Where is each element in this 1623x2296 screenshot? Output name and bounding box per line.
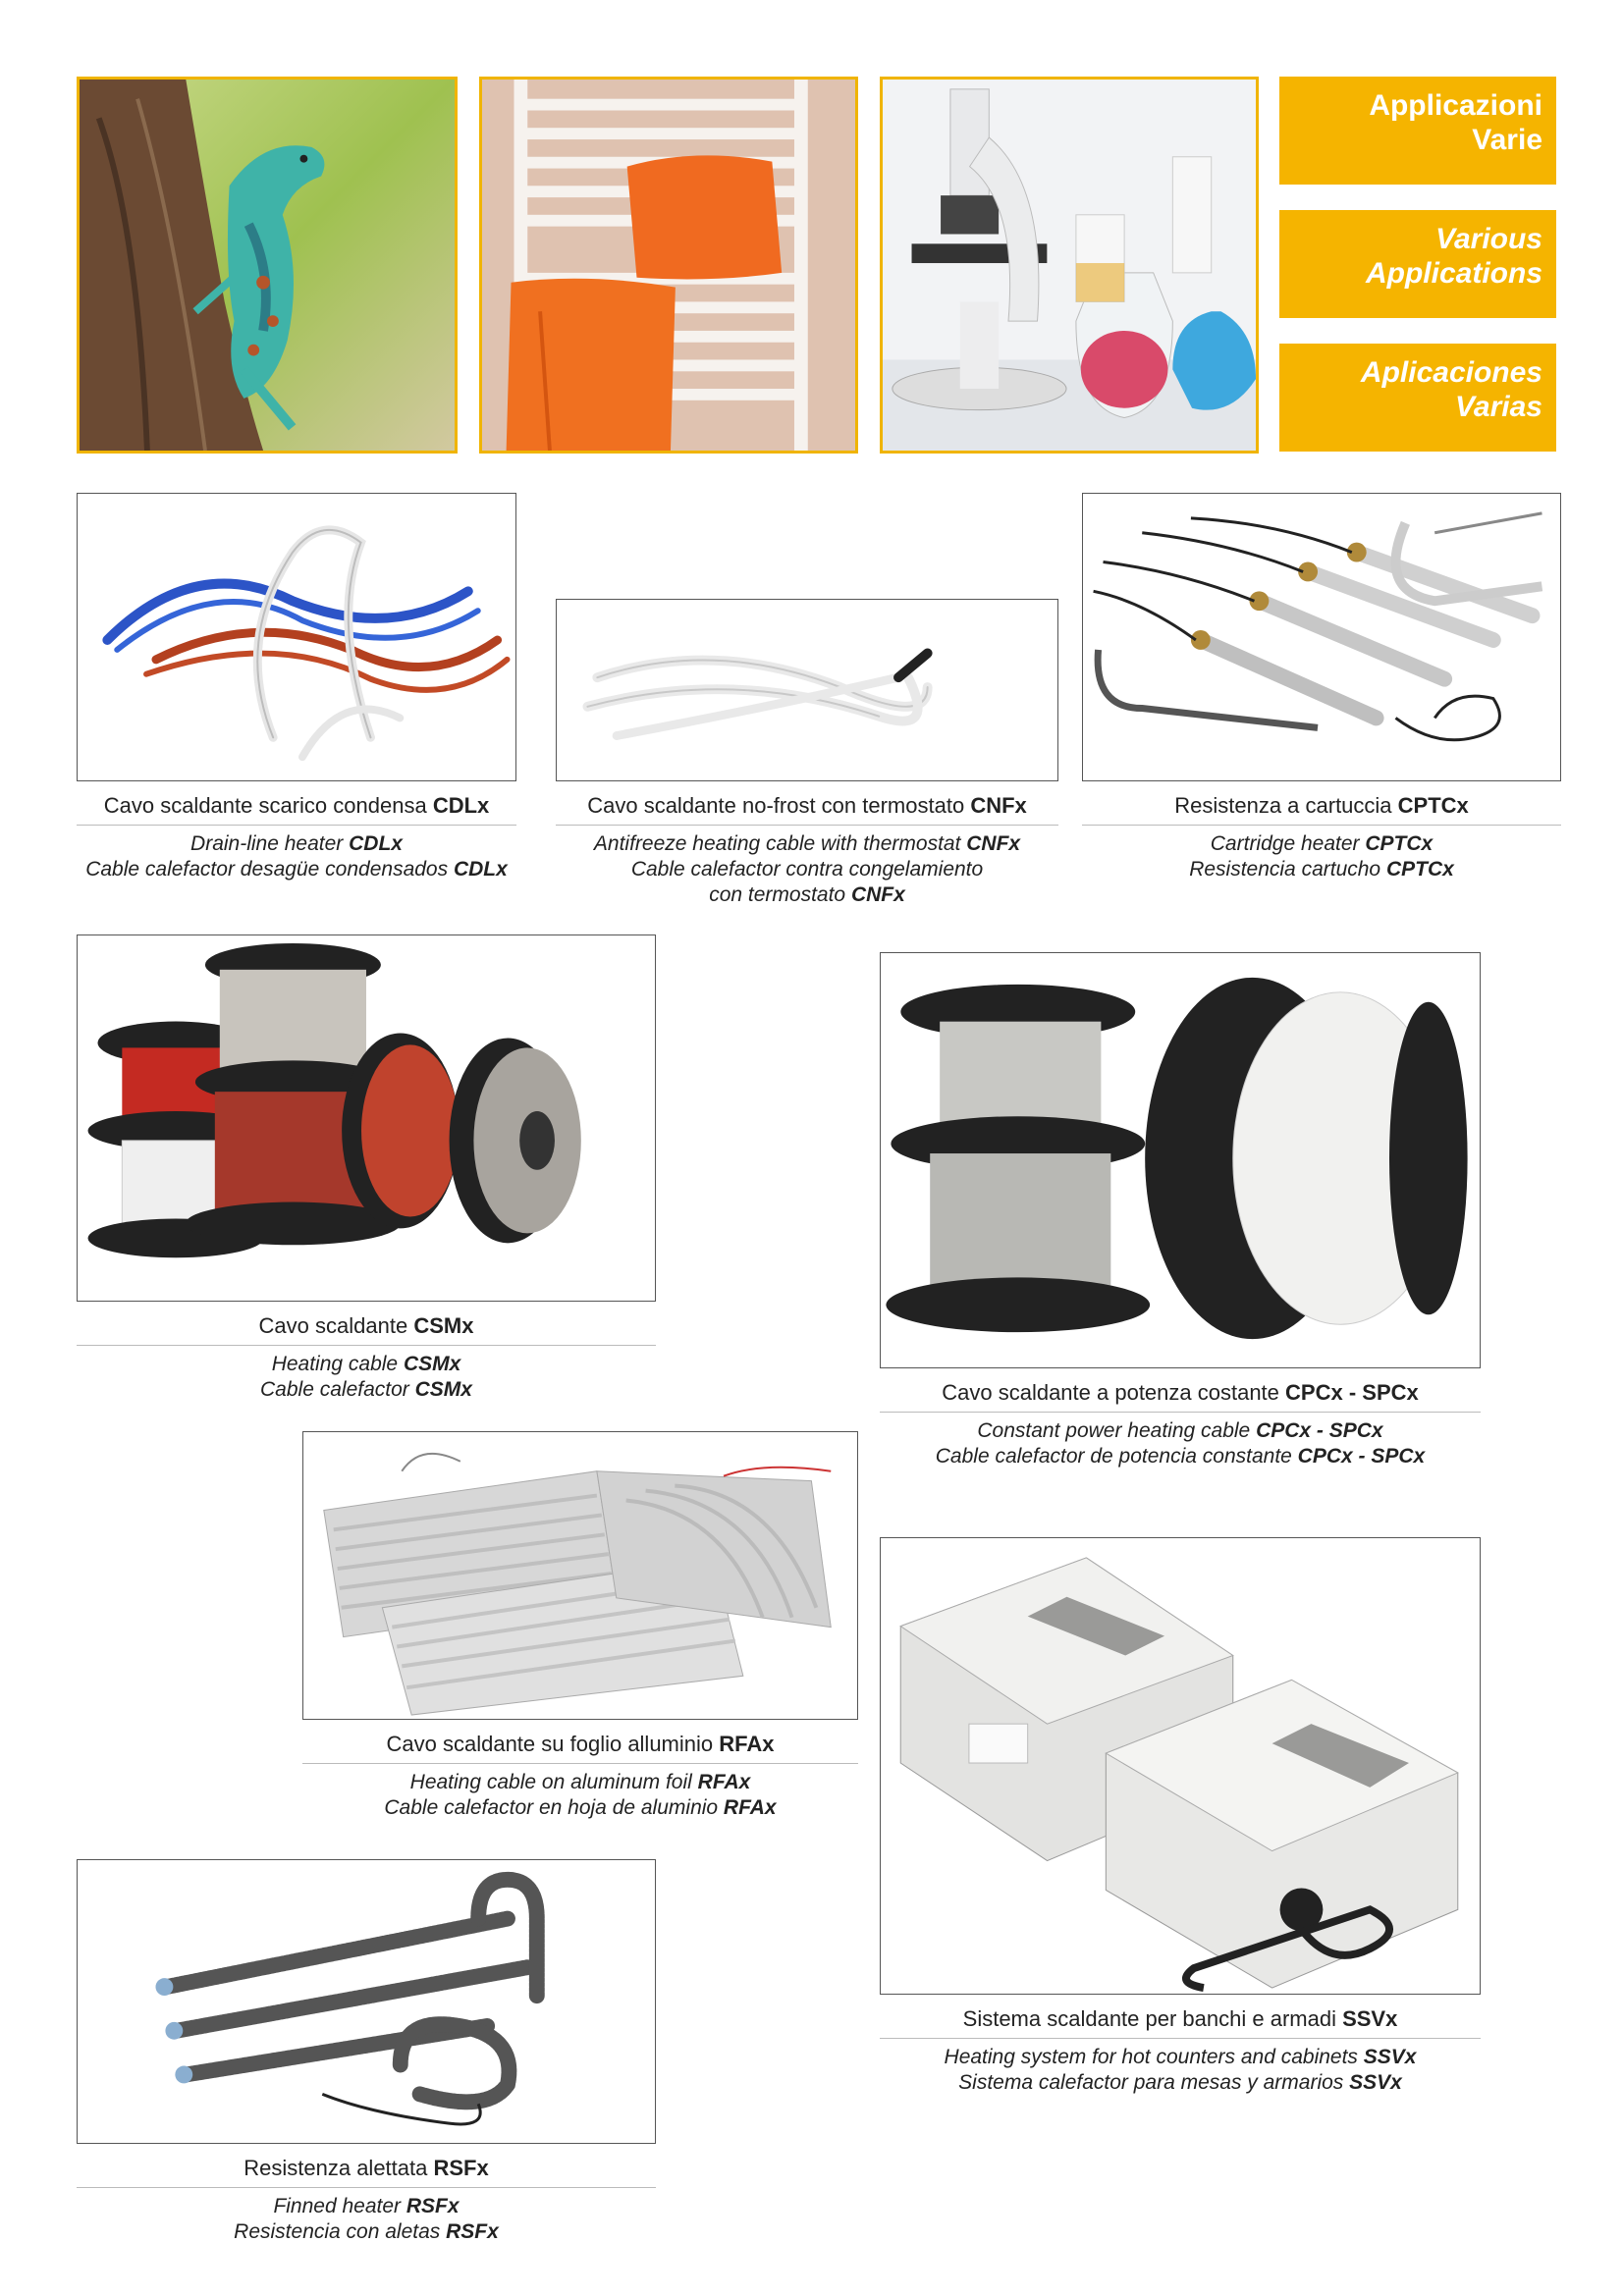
caption-csm-main: Cavo scaldante CSMx [77, 1311, 656, 1346]
caption-csm-sub: Heating cable CSMx Cable calefactor CSMx [260, 1353, 472, 1401]
microscope-photo [880, 77, 1259, 454]
caption-rfa-main: Cavo scaldante su foglio alluminio RFAx [302, 1730, 858, 1764]
tag-italian [1279, 77, 1556, 185]
tag-italian-line1: Applicazioni [1369, 89, 1542, 122]
caption-cptc [1082, 791, 1561, 882]
product-photo-cnf [556, 599, 1058, 781]
tag-english [1279, 210, 1556, 318]
caption-ssv-main: Sistema scaldante per banchi e armadi SSVx [880, 2004, 1481, 2039]
caption-rsf-main: Resistenza alettata RSFx [77, 2154, 656, 2188]
caption-rsf-sub: Finned heater RSFx Resistencia con aletas RSFx [234, 2195, 499, 2243]
caption-cnf [556, 791, 1058, 908]
caption-ssv [880, 2004, 1481, 2096]
product-photo-rfa [302, 1431, 858, 1720]
product-photo-ssv [880, 1537, 1481, 1995]
lizard-photo [77, 77, 458, 454]
caption-ssv-sub: Heating system for hot counters and cabinets SSVx Sistema calefactor para mesas y armarios SSVx [944, 2046, 1417, 2094]
caption-csm [77, 1311, 656, 1403]
caption-cdl [77, 791, 516, 882]
tag-spanish-line1: Aplicaciones [1360, 356, 1542, 389]
tag-english-line2: Applications [1365, 257, 1542, 290]
caption-rfa [302, 1730, 858, 1821]
caption-rsf [77, 2154, 656, 2245]
caption-cdl-sub: Drain-line heater CDLx Cable calefactor desagüe condensados CDLx [85, 832, 508, 881]
caption-cnf-sub: Antifreeze heating cable with thermostat CNFx Cable calefactor contra congelamiento con termostato CNFx [593, 832, 1021, 906]
product-photo-cptc [1082, 493, 1561, 781]
caption-cpc [880, 1378, 1481, 1469]
caption-cpc-sub: Constant power heating cable CPCx - SPCx Cable calefactor de potencia constante CPCx - SPCx [935, 1419, 1426, 1468]
product-photo-cdl [77, 493, 516, 781]
tag-spanish [1279, 344, 1556, 452]
product-photo-csm [77, 934, 656, 1302]
caption-cptc-main: Resistenza a cartuccia CPTCx [1082, 791, 1561, 826]
caption-cnf-main: Cavo scaldante no-frost con termostato CNFx [556, 791, 1058, 826]
towel-radiator-photo [479, 77, 858, 454]
caption-cpc-main: Cavo scaldante a potenza costante CPCx - SPCx [880, 1378, 1481, 1413]
caption-cptc-sub: Cartridge heater CPTCx Resistencia cartucho CPTCx [1189, 832, 1454, 881]
product-photo-rsf [77, 1859, 656, 2144]
tag-english-line1: Various [1435, 223, 1542, 255]
caption-rfa-sub: Heating cable on aluminum foil RFAx Cable calefactor en hoja de aluminio RFAx [384, 1771, 777, 1819]
tag-spanish-line2: Varias [1455, 391, 1542, 423]
product-photo-cpc [880, 952, 1481, 1368]
caption-cdl-main: Cavo scaldante scarico condensa CDLx [77, 791, 516, 826]
tag-italian-line2: Varie [1472, 124, 1542, 156]
